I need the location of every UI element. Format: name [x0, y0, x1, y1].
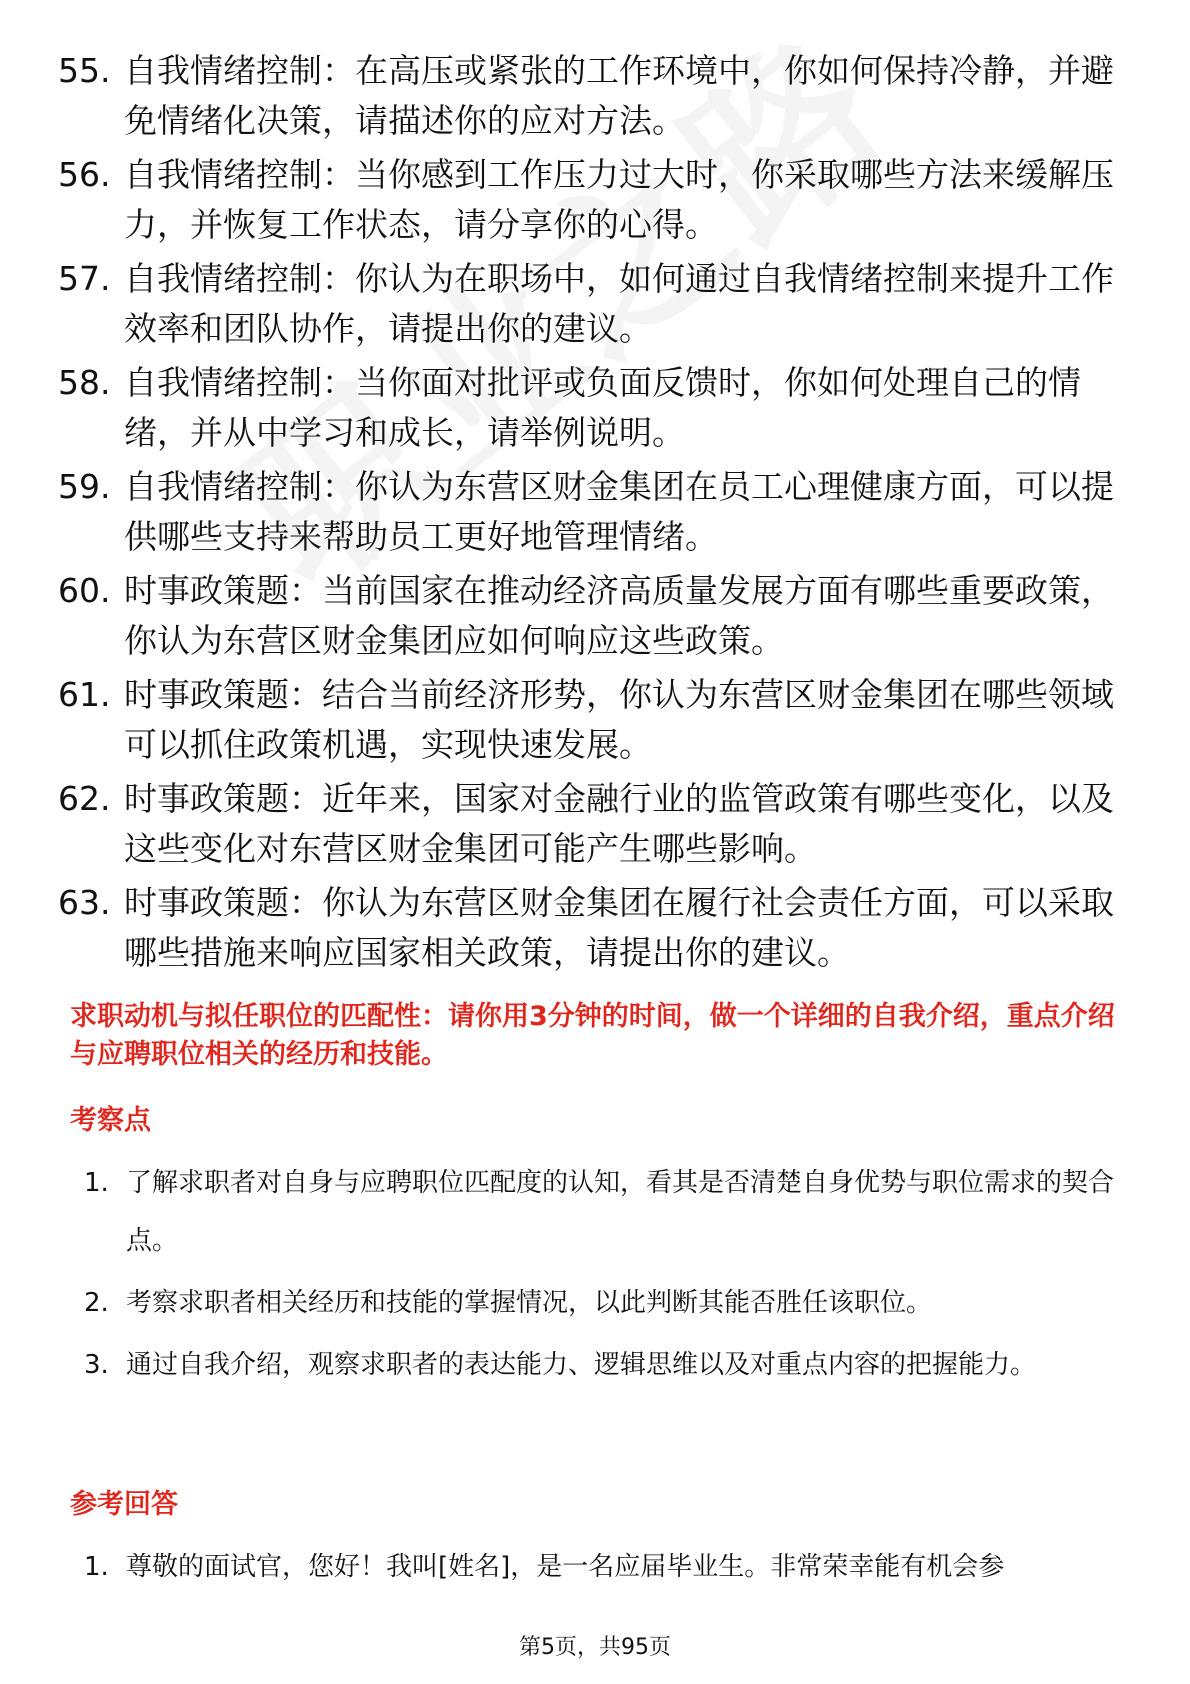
list-item: [84, 1538, 1124, 1596]
page-footer: 第5页，共95页: [519, 1635, 671, 1660]
question-text: 时事政策题：你认为东营区财金集团在履行社会责任方面，可以采取哪些措施来响应国家相关政策，请提出你的建议。: [124, 883, 1114, 972]
kaochadian-list: [84, 1154, 1124, 1398]
question-item: [58, 670, 1128, 770]
question-number: 58.: [58, 363, 111, 402]
list-item-number: 1.: [84, 1168, 109, 1198]
question-text: 自我情绪控制：你认为在职场中，如何通过自我情绪控制来提升工作效率和团队协作，请提出你的建议。: [124, 259, 1114, 348]
question-item: [58, 462, 1128, 562]
question-number: 57.: [58, 259, 111, 298]
question-text: 自我情绪控制：当你面对批评或负面反馈时，你如何处理自己的情绪，并从中学习和成长，请举例说明。: [124, 363, 1081, 452]
question-number: 63.: [58, 883, 111, 922]
question-item: [58, 46, 1128, 146]
question-item: [58, 566, 1128, 666]
list-item: [84, 1154, 1124, 1270]
question-list: [58, 46, 1128, 982]
question-item: [58, 774, 1128, 874]
question-text: 时事政策题：当前国家在推动经济高质量发展方面有哪些重要政策，你认为东营区财金集团应如何响应这些政策。: [124, 571, 1114, 660]
section-title-cankao: 参考回答: [70, 1489, 178, 1520]
question-text: 时事政策题：近年来，国家对金融行业的监管政策有哪些变化，以及这些变化对东营区财金集团可能产生哪些影响。: [124, 779, 1114, 868]
question-item: [58, 878, 1128, 978]
list-item-text: 尊敬的面试官，您好！我叫[姓名]，是一名应届毕业生。非常荣幸能有机会参: [126, 1552, 1005, 1582]
question-text: 时事政策题：结合当前经济形势，你认为东营区财金集团在哪些领域可以抓住政策机遇，实现快速发展。: [124, 675, 1114, 764]
section-title-kaochadian: 考察点: [70, 1105, 151, 1136]
question-item: [58, 150, 1128, 250]
question-text: 自我情绪控制：当你感到工作压力过大时，你采取哪些方法来缓解压力，并恢复工作状态，请分享你的心得。: [124, 155, 1114, 244]
question-number: 56.: [58, 155, 111, 194]
cankao-list: [84, 1538, 1124, 1600]
list-item-number: 2.: [84, 1288, 109, 1318]
question-number: 59.: [58, 467, 111, 506]
highlight-question: 求职动机与拟任职位的匹配性：请你用3分钟的时间，做一个详细的自我介绍，重点介绍与应聘职位相关的经历和技能。: [70, 1001, 1115, 1070]
question-text: 自我情绪控制：你认为东营区财金集团在员工心理健康方面，可以提供哪些支持来帮助员工更好地管理情绪。: [124, 467, 1114, 556]
list-item-text: 通过自我介绍，观察求职者的表达能力、逻辑思维以及对重点内容的把握能力。: [126, 1350, 1037, 1380]
question-item: [58, 254, 1128, 354]
question-number: 60.: [58, 571, 111, 610]
question-text: 自我情绪控制：在高压或紧张的工作环境中，你如何保持冷静，并避免情绪化决策，请描述你的应对方法。: [124, 51, 1114, 140]
list-item-text: 考察求职者相关经历和技能的掌握情况，以此判断其能否胜任该职位。: [126, 1288, 933, 1318]
list-item-number: 1.: [84, 1552, 109, 1582]
list-item-text: 了解求职者对自身与应聘职位匹配度的认知，看其是否清楚自身优势与职位需求的契合点。: [126, 1168, 1115, 1256]
question-item: [58, 358, 1128, 458]
list-item: [84, 1274, 1124, 1332]
question-number: 55.: [58, 51, 111, 90]
question-number: 62.: [58, 779, 111, 818]
list-item-number: 3.: [84, 1350, 109, 1380]
question-number: 61.: [58, 675, 111, 714]
list-item: [84, 1336, 1124, 1394]
